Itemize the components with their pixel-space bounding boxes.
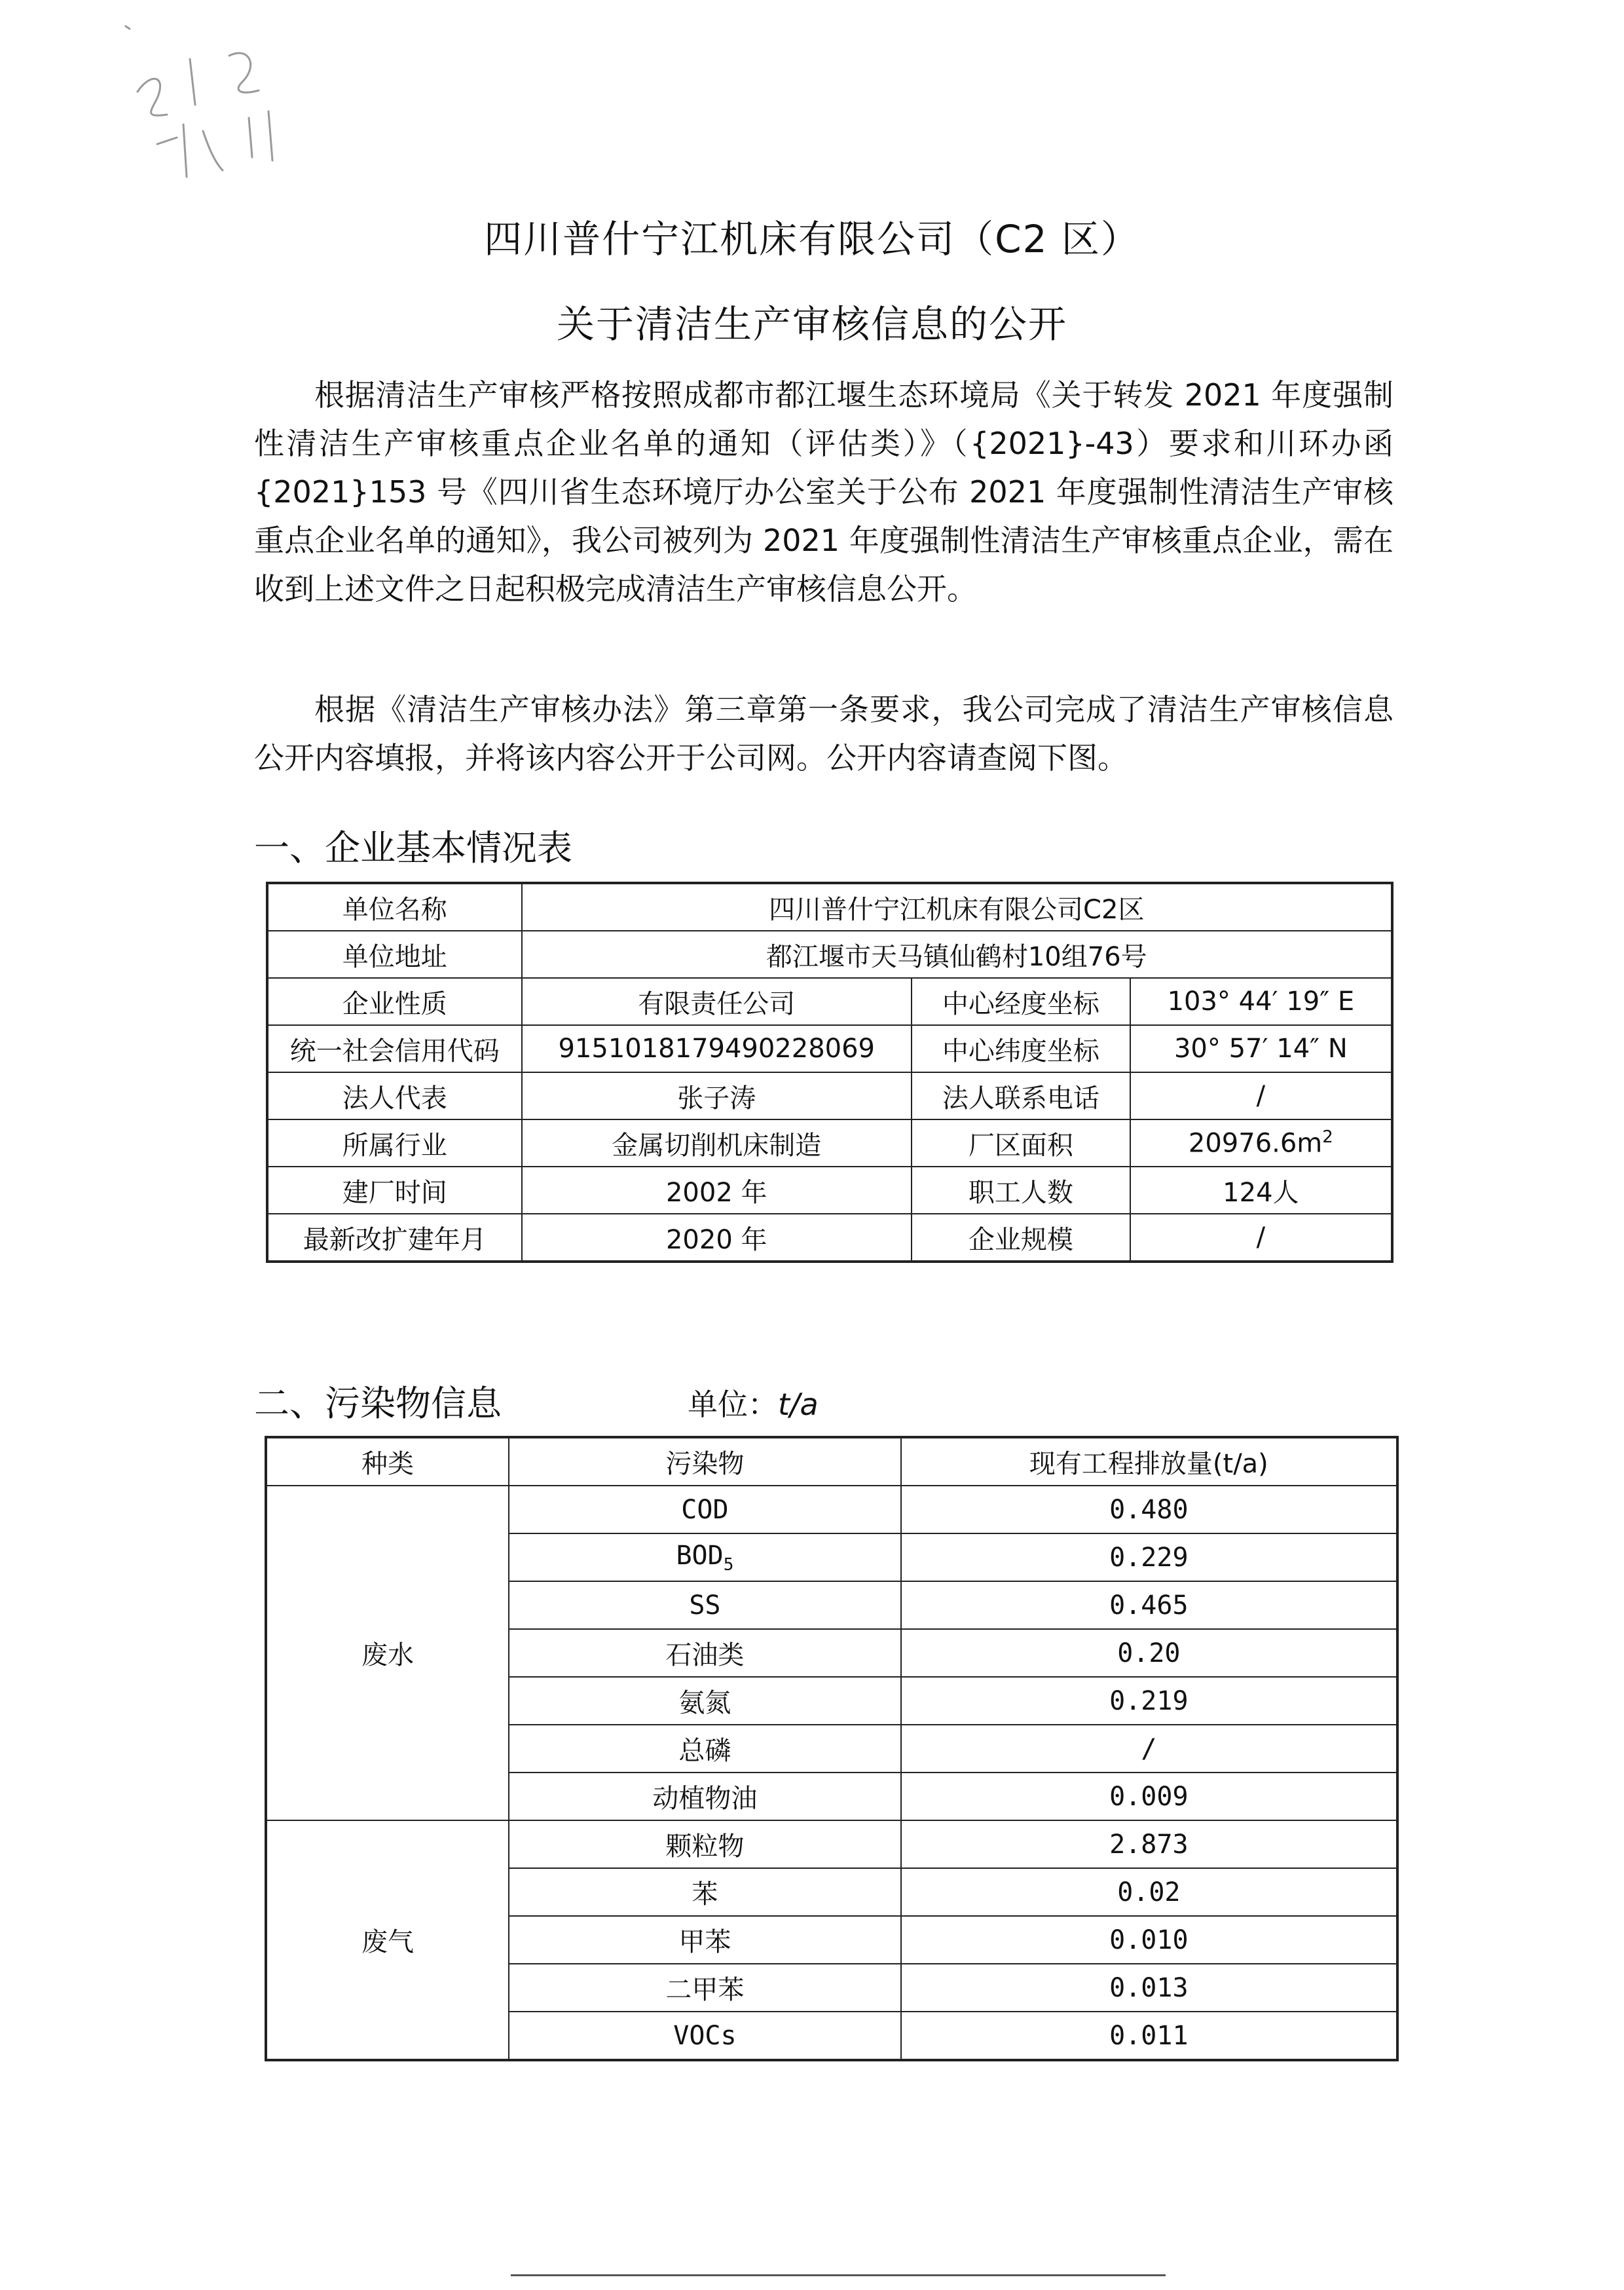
- document-subtitle: 关于清洁生产审核信息的公开: [556, 302, 1067, 347]
- table-row: [267, 978, 1392, 1025]
- emission-value: 0.219: [901, 1677, 1397, 1725]
- emission-value: 0.465: [901, 1581, 1397, 1629]
- emission-value: 0.013: [901, 1964, 1397, 2012]
- emission-value: 2.873: [901, 1820, 1397, 1868]
- pollutant-table: [265, 1436, 1399, 2061]
- pollutant-name-text: BOD: [676, 1540, 724, 1571]
- field-value: 有限责任公司: [522, 978, 912, 1025]
- emission-value: 0.009: [901, 1773, 1397, 1820]
- pollutant-name: [509, 1533, 901, 1581]
- unit-value: t/a: [778, 1387, 819, 1422]
- field-value: 金属切削机床制造: [522, 1119, 912, 1167]
- disclosure-paragraph: 根据《清洁生产审核办法》第三章第一条要求，我公司完成了清洁生产审核信息公开内容填报，并将该内容公开于公司网。公开内容请查阅下图。: [254, 692, 1393, 776]
- field-value: 103° 44′ 19″ E: [1130, 978, 1392, 1025]
- field-value: 张子涛: [522, 1072, 912, 1119]
- category-cell: 废水: [266, 1486, 509, 1820]
- column-header: 污染物: [509, 1437, 901, 1486]
- field-label: 中心纬度坐标: [912, 1025, 1130, 1072]
- field-label: 中心经度坐标: [912, 978, 1130, 1025]
- field-value: /: [1130, 1072, 1392, 1119]
- pollutant-name: 氨氮: [509, 1677, 901, 1725]
- intro-paragraph: 根据清洁生产审核严格按照成都市都江堰生态环境局《关于转发 2021 年度强制性清洁生产审核重点企业名单的通知（评估类）》（{2021}-43）要求和川环办函{2021}153 号《四川省生态环境厅办公室关于公布 2021 年度强制性清洁生产审核重点企业名单的通知》，我公司被列为 2021 年度强制性清洁生产审核重点企业，需在收到上述文件之日起积极完成清洁生产审核信息公开。: [254, 377, 1393, 607]
- field-label: 法人代表: [267, 1072, 522, 1119]
- field-value: 四川普什宁江机床有限公司C2区: [522, 883, 1392, 931]
- pollutant-name: 石油类: [509, 1629, 901, 1677]
- field-value: 2020 年: [522, 1214, 912, 1262]
- pollutant-name: SS: [509, 1581, 901, 1629]
- field-label: 职工人数: [912, 1167, 1130, 1214]
- scan-edge-line: [511, 2274, 1166, 2276]
- field-label: 最新改扩建年月: [267, 1214, 522, 1262]
- emission-value: 0.20: [901, 1629, 1397, 1677]
- pollutant-name: 总磷: [509, 1725, 901, 1773]
- pollutant-name: 甲苯: [509, 1916, 901, 1964]
- field-label: 所属行业: [267, 1119, 522, 1167]
- table-row: [266, 1486, 1397, 1533]
- table-row: [267, 1072, 1392, 1119]
- pollutant-name: 动植物油: [509, 1773, 901, 1820]
- field-label: 企业性质: [267, 978, 522, 1025]
- emission-value: 0.229: [901, 1533, 1397, 1581]
- field-value: 2002 年: [522, 1167, 912, 1214]
- section-title-pollutants: 二、污染物信息: [254, 1383, 502, 1424]
- emission-value: 0.480: [901, 1486, 1397, 1533]
- field-value: 915101817949022806​9: [522, 1025, 912, 1072]
- emission-value: 0.011: [901, 2012, 1397, 2060]
- field-label: 统一社会信用代码: [267, 1025, 522, 1072]
- table-row: [267, 1167, 1392, 1214]
- field-label: 企业规模: [912, 1214, 1130, 1262]
- emission-value: 0.02: [901, 1868, 1397, 1916]
- field-label: 法人联系电话: [912, 1072, 1130, 1119]
- field-value: [1130, 1119, 1392, 1167]
- field-label: 单位地址: [267, 931, 522, 978]
- table-row: [267, 1214, 1392, 1262]
- area-unit-exponent: 2: [1322, 1127, 1333, 1148]
- field-label: 建厂时间: [267, 1167, 522, 1214]
- field-label: 单位名称: [267, 883, 522, 931]
- basic-info-table: [266, 882, 1393, 1263]
- pollutant-name: VOCs: [509, 2012, 901, 2060]
- pollutant-subscript: 5: [723, 1554, 734, 1575]
- table-row: [267, 1025, 1392, 1072]
- table-row: [267, 931, 1392, 978]
- emission-value: /: [901, 1725, 1397, 1773]
- table-header-row: [266, 1437, 1397, 1486]
- document-title: 四川普什宁江机床有限公司（C2 区）: [484, 217, 1140, 261]
- field-value: 都江堰市天马镇仙鹤村10组76号: [522, 931, 1392, 978]
- table-row: [267, 883, 1392, 931]
- unit-label: 单位：: [688, 1387, 778, 1422]
- category-cell: 废气: [266, 1820, 509, 2060]
- area-value: 20976.6m: [1188, 1128, 1323, 1159]
- handwritten-scribble: [118, 20, 334, 216]
- field-label: 厂区面积: [912, 1119, 1130, 1167]
- table-row: [266, 1820, 1397, 1868]
- pollutant-name: COD: [509, 1486, 901, 1533]
- pollutant-name: 二甲苯: [509, 1964, 901, 2012]
- field-value: /: [1130, 1214, 1392, 1262]
- field-value: 124人: [1130, 1167, 1392, 1214]
- pollutant-name: 颗粒物: [509, 1820, 901, 1868]
- field-value: 30° 57′ 14″ N: [1130, 1025, 1392, 1072]
- column-header: 种类: [266, 1437, 509, 1486]
- column-header: 现有工程排放量(t/a): [901, 1437, 1397, 1486]
- unit-note: [688, 1381, 819, 1424]
- pollutant-name: 苯: [509, 1868, 901, 1916]
- section-title-basic-info: 一、企业基本情况表: [254, 827, 572, 869]
- emission-value: 0.010: [901, 1916, 1397, 1964]
- table-row: [267, 1119, 1392, 1167]
